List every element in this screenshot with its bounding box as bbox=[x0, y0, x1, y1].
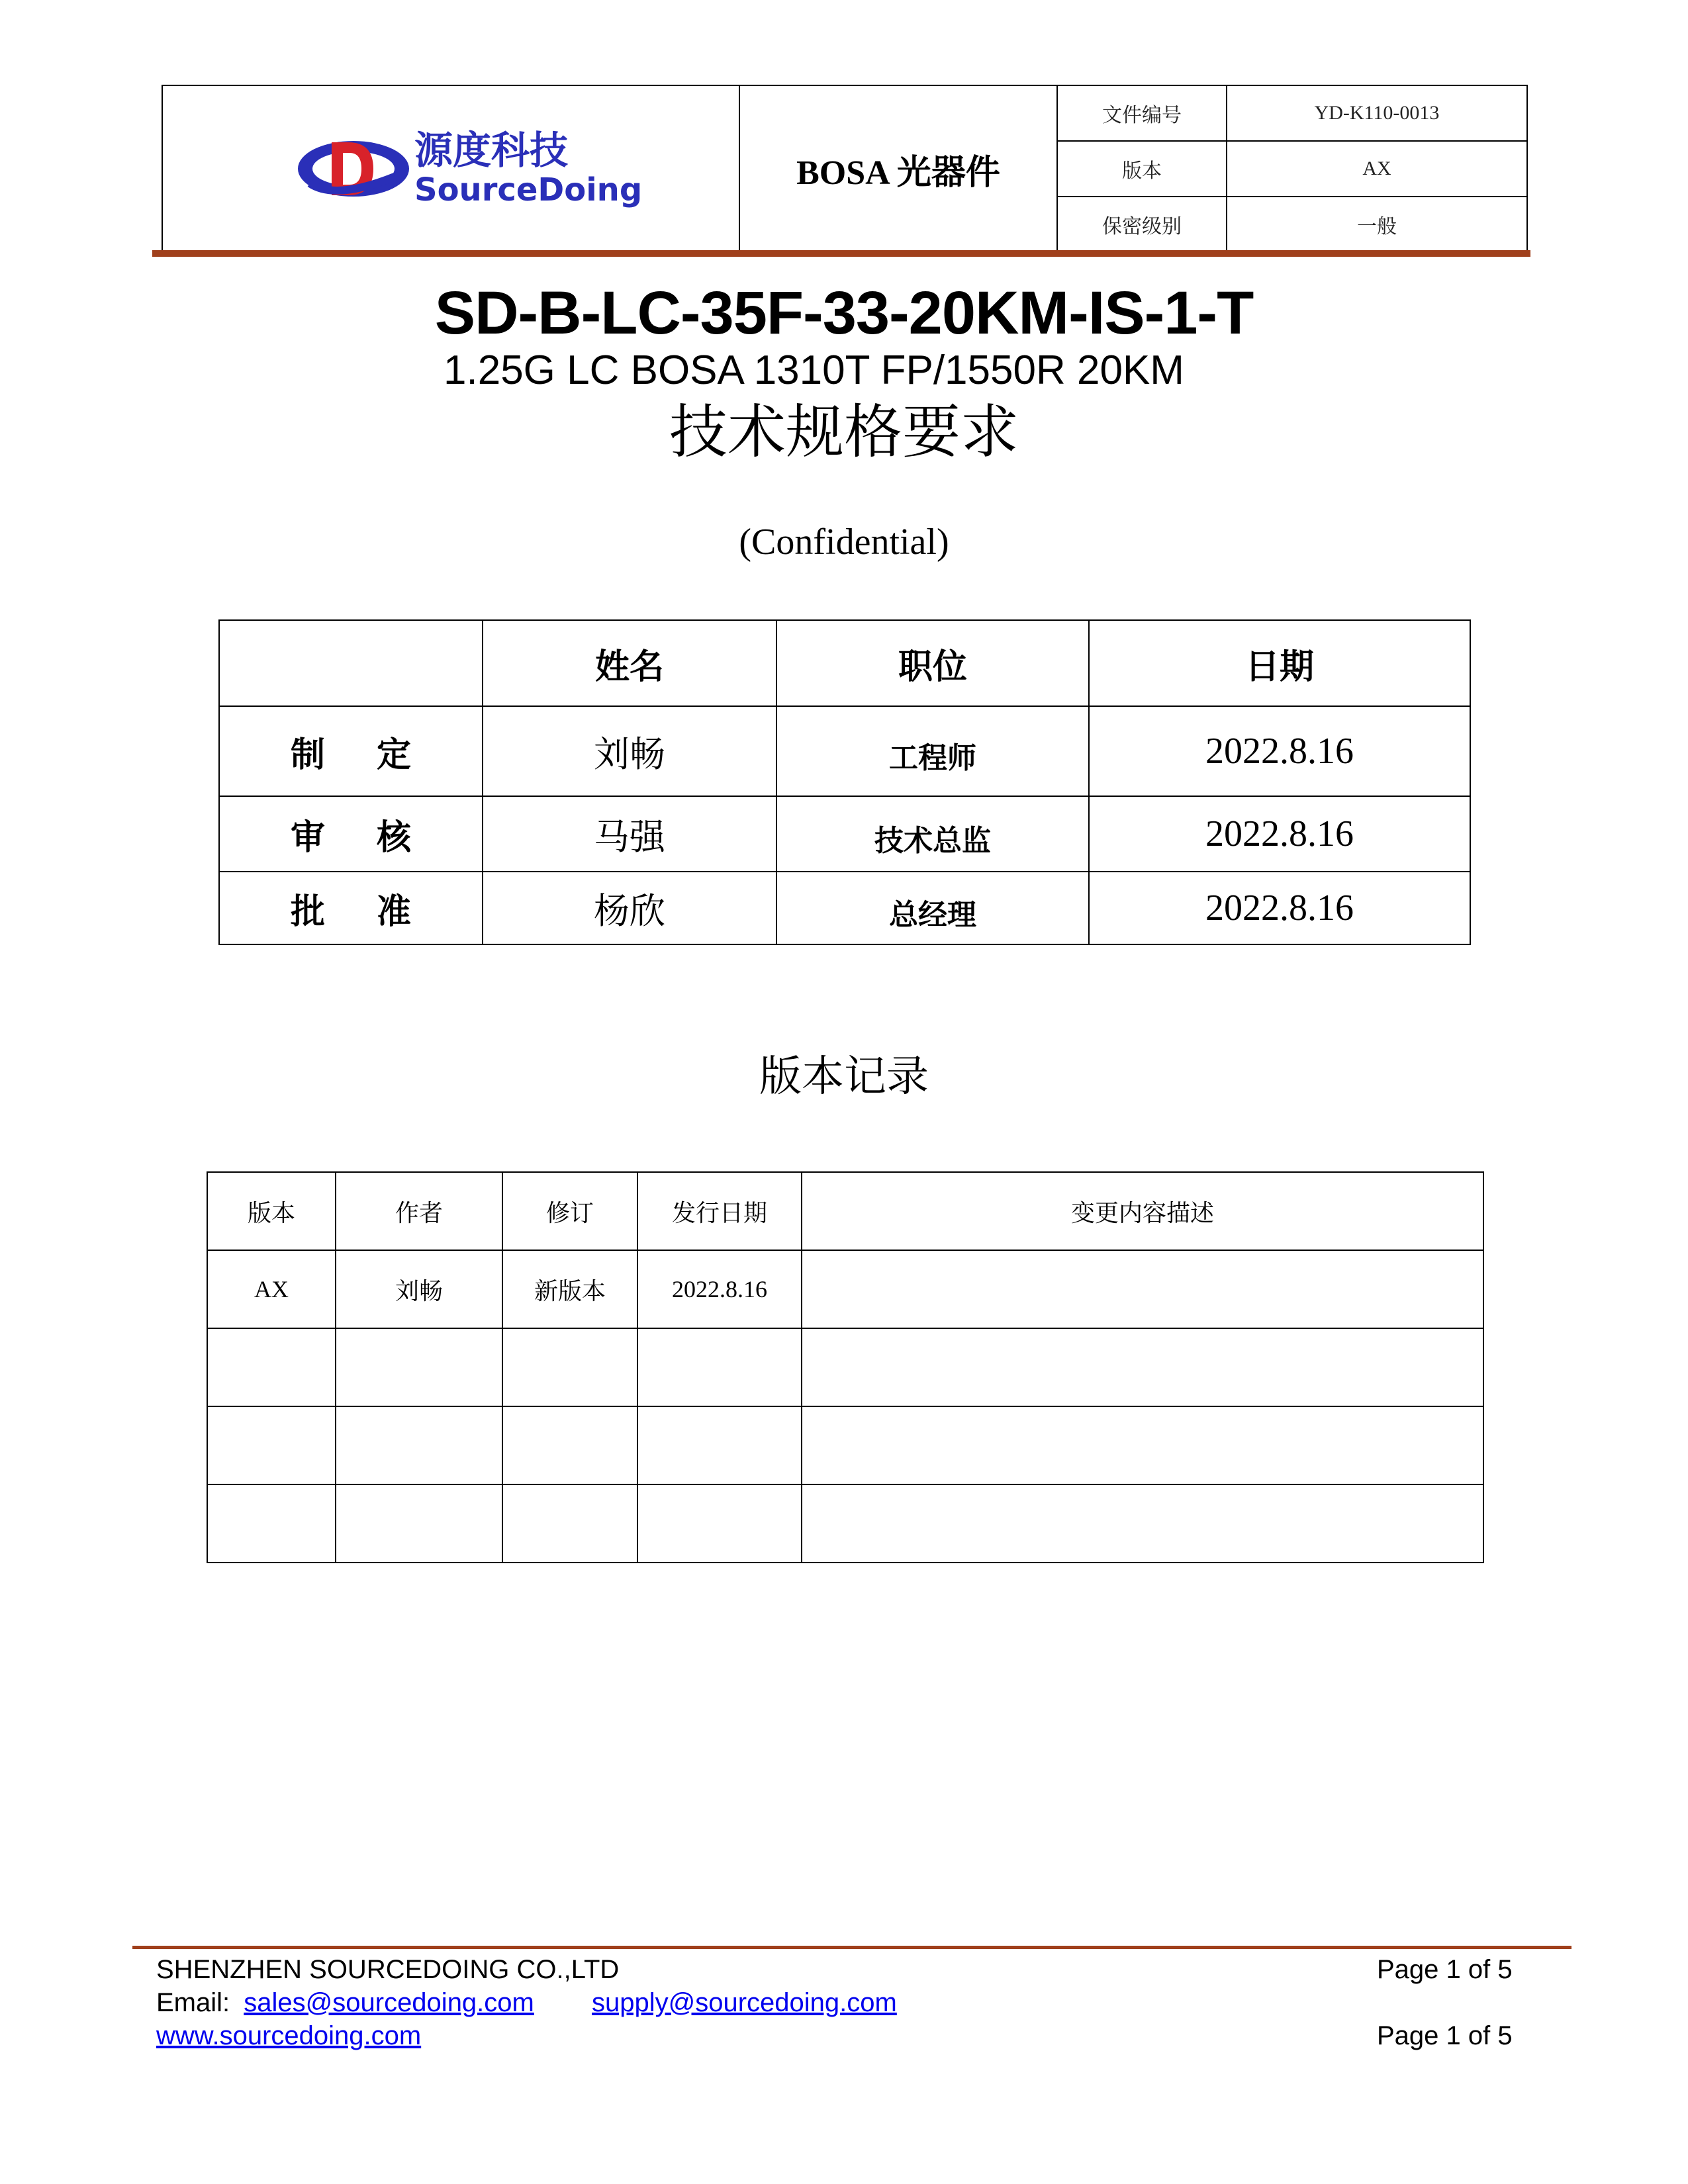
logo-cn-text: 源度科技 bbox=[414, 128, 569, 173]
footer-page-top: Page 1 of 5 bbox=[1377, 1955, 1513, 1984]
revision-header-author: 作者 bbox=[336, 1172, 502, 1250]
confidentiality-label: 保密级别 bbox=[1057, 197, 1227, 252]
approval-header-date: 日期 bbox=[1089, 620, 1470, 706]
approval-role: 审 核 bbox=[219, 796, 483, 872]
revision-header-version: 版本 bbox=[207, 1172, 336, 1250]
approval-position: 总经理 bbox=[776, 872, 1089, 944]
version-label: 版本 bbox=[1057, 141, 1227, 197]
logo-mark-icon bbox=[295, 122, 643, 215]
revision-description bbox=[802, 1328, 1483, 1406]
approval-position: 技术总监 bbox=[776, 796, 1089, 872]
revision-author bbox=[336, 1406, 502, 1484]
revision-description bbox=[802, 1250, 1483, 1328]
revision-type bbox=[502, 1484, 637, 1563]
confidential-label: (Confidential) bbox=[739, 522, 949, 563]
revision-author: 刘畅 bbox=[336, 1250, 502, 1328]
footer-website-link[interactable]: www.sourcedoing.com bbox=[156, 2021, 422, 2050]
approval-date: 2022.8.16 bbox=[1089, 796, 1470, 872]
part-number-title: SD-B-LC-35F-33-20KM-IS-1-T bbox=[434, 279, 1254, 347]
product-cell bbox=[739, 85, 1057, 252]
revision-header-release-date: 发行日期 bbox=[637, 1172, 802, 1250]
approval-header-blank bbox=[219, 620, 483, 706]
approval-row bbox=[219, 796, 1470, 872]
sourcedoing-logo bbox=[295, 122, 643, 215]
revision-table bbox=[207, 1171, 1484, 1563]
approval-role: 制 定 bbox=[219, 706, 483, 796]
footer-website bbox=[156, 2020, 421, 2052]
spec-title-cn: 技术规格要求 bbox=[669, 398, 1019, 466]
revision-type bbox=[502, 1328, 637, 1406]
revision-type bbox=[502, 1406, 637, 1484]
logo-cell bbox=[162, 85, 739, 252]
doc-number-value: YD-K110-0013 bbox=[1227, 85, 1527, 141]
footer-email-row bbox=[156, 1987, 897, 2019]
footer-divider bbox=[132, 1946, 1571, 1949]
approval-header-name: 姓名 bbox=[483, 620, 776, 706]
approval-date: 2022.8.16 bbox=[1089, 872, 1470, 944]
approval-name: 杨欣 bbox=[483, 872, 776, 944]
footer-email-label: Email: bbox=[156, 1988, 230, 2017]
approval-row bbox=[219, 872, 1470, 944]
approval-header-row bbox=[219, 620, 1470, 706]
approval-date: 2022.8.16 bbox=[1089, 706, 1470, 796]
revision-version bbox=[207, 1406, 336, 1484]
revision-type: 新版本 bbox=[502, 1250, 637, 1328]
footer-email-sales-link[interactable]: sales@sourcedoing.com bbox=[244, 1988, 534, 2017]
confidentiality-value: 一般 bbox=[1227, 197, 1527, 252]
revision-release-date bbox=[637, 1328, 802, 1406]
revision-header-revision: 修订 bbox=[502, 1172, 637, 1250]
product-subtitle: 1.25G LC BOSA 1310T FP/1550R 20KM bbox=[444, 347, 1184, 393]
approval-table bbox=[218, 619, 1471, 945]
revision-row bbox=[207, 1484, 1483, 1563]
document-header bbox=[162, 85, 1528, 253]
footer-email-supply-link[interactable]: supply@sourcedoing.com bbox=[591, 1988, 897, 2017]
revision-description bbox=[802, 1484, 1483, 1563]
version-value: AX bbox=[1227, 141, 1527, 197]
doc-number-label: 文件编号 bbox=[1057, 85, 1227, 141]
revision-header-description: 变更内容描述 bbox=[802, 1172, 1483, 1250]
approval-row bbox=[219, 706, 1470, 796]
revision-description bbox=[802, 1406, 1483, 1484]
revision-row bbox=[207, 1406, 1483, 1484]
revision-author bbox=[336, 1484, 502, 1563]
footer-page-bottom: Page 1 of 5 bbox=[1377, 2021, 1513, 2050]
product-name: BOSA 光器件 bbox=[796, 154, 1000, 192]
logo-en-text: SourceDoing bbox=[414, 171, 643, 208]
approval-position: 工程师 bbox=[776, 706, 1089, 796]
approval-name: 马强 bbox=[483, 796, 776, 872]
approval-header-position: 职位 bbox=[776, 620, 1089, 706]
revision-release-date: 2022.8.16 bbox=[637, 1250, 802, 1328]
revision-release-date bbox=[637, 1484, 802, 1563]
revision-release-date bbox=[637, 1406, 802, 1484]
revision-version bbox=[207, 1328, 336, 1406]
revision-version bbox=[207, 1484, 336, 1563]
revision-row bbox=[207, 1250, 1483, 1328]
revision-author bbox=[336, 1328, 502, 1406]
approval-name: 刘畅 bbox=[483, 706, 776, 796]
revision-header-row bbox=[207, 1172, 1483, 1250]
revision-version: AX bbox=[207, 1250, 336, 1328]
footer-company: SHENZHEN SOURCEDOING CO.,LTD bbox=[156, 1955, 620, 1984]
header-divider bbox=[152, 250, 1530, 257]
revision-record-title: 版本记录 bbox=[759, 1052, 929, 1101]
revision-row bbox=[207, 1328, 1483, 1406]
approval-role: 批 准 bbox=[219, 872, 483, 944]
